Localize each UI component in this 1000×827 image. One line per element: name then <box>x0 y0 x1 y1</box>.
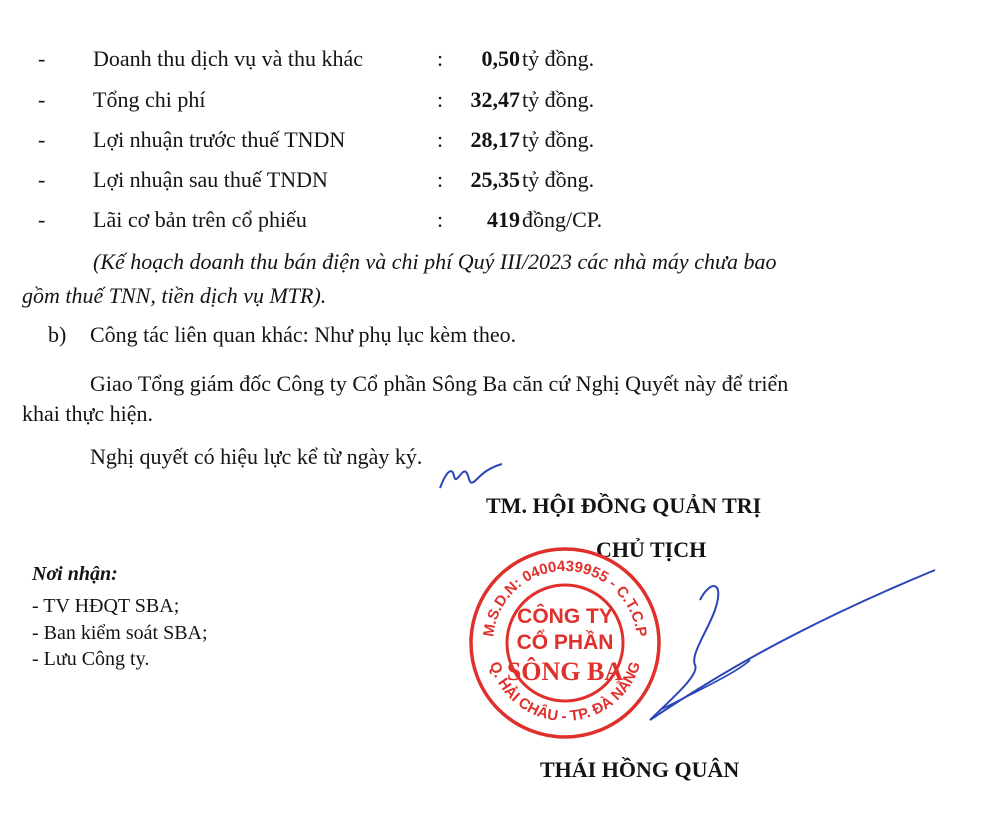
item-b-text: Công tác liên quan khác: Như phụ lục kèm theo. <box>90 322 517 347</box>
signature-initial <box>432 458 512 498</box>
dash: - <box>38 46 46 71</box>
stamp-ring-bottom-text: Q. HẢI CHÂU - TP. ĐÀ NẴNG <box>485 659 645 726</box>
signer-name: THÁI HỒNG QUÂN <box>540 757 740 782</box>
note-line-1: (Kế hoạch doanh thu bán điện và chi phí Quý III/2023 các nhà máy chưa bao <box>93 249 777 274</box>
dash: - <box>38 207 46 232</box>
dash: - <box>38 87 46 112</box>
financial-row <box>0 207 700 235</box>
assign-line-1: Giao Tổng giám đốc Công ty Cổ phần Sông Ba căn cứ Nghị Quyết này để triển <box>90 371 789 396</box>
financial-value: 32,47 <box>470 87 520 112</box>
stamp-line-2: CỔ PHẦN <box>516 631 614 654</box>
effective-line: Nghị quyết có hiệu lực kể từ ngày ký. <box>90 444 423 469</box>
stamp-line-1: CÔNG TY <box>517 605 613 628</box>
financial-label: Lãi cơ bản trên cổ phiếu <box>93 207 307 232</box>
colon: : <box>437 127 444 152</box>
recipient-item: - TV HĐQT SBA; <box>32 595 180 617</box>
financial-label: Doanh thu dịch vụ và thu khác <box>93 46 364 71</box>
note-line-2: gồm thuế TNN, tiền dịch vụ MTR). <box>22 283 327 308</box>
financial-value: 419 <box>487 207 520 232</box>
colon: : <box>437 207 444 232</box>
stamp-line-3: SÔNG BA <box>506 657 624 686</box>
financial-unit: tỷ đồng. <box>522 46 595 71</box>
financial-unit: tỷ đồng. <box>522 87 595 112</box>
assign-line-2: khai thực hiện. <box>22 401 154 426</box>
financial-value: 25,35 <box>470 167 520 192</box>
financial-unit: đồng/CP. <box>522 207 603 232</box>
recipients-title: Nơi nhận: <box>32 563 118 585</box>
signer-org: TM. HỘI ĐỒNG QUẢN TRỊ <box>486 493 762 518</box>
item-b-marker: b) <box>48 322 67 347</box>
dash: - <box>38 167 46 192</box>
financial-label: Lợi nhuận trước thuế TNDN <box>93 127 346 152</box>
recipient-item: - Ban kiểm soát SBA; <box>32 622 208 644</box>
financial-row <box>0 87 700 115</box>
chairman-signature <box>590 560 930 750</box>
financial-unit: tỷ đồng. <box>522 167 595 192</box>
financial-value: 28,17 <box>470 127 520 152</box>
signer-title: CHỦ TỊCH <box>596 537 707 562</box>
dash: - <box>38 127 46 152</box>
financial-row <box>0 167 700 195</box>
financial-row <box>0 127 700 155</box>
colon: : <box>437 87 444 112</box>
financial-label: Lợi nhuận sau thuế TNDN <box>93 167 328 192</box>
stamp-ring-top-text: M.S.D.N: 0400439955 - C.T.C.P <box>480 557 650 638</box>
financial-row <box>0 46 700 74</box>
financial-unit: tỷ đồng. <box>522 127 595 152</box>
recipient-item: - Lưu Công ty. <box>32 648 150 670</box>
colon: : <box>437 46 444 71</box>
financial-value: 0,50 <box>481 46 520 71</box>
financial-label: Tổng chi phí <box>93 87 206 112</box>
colon: : <box>437 167 444 192</box>
